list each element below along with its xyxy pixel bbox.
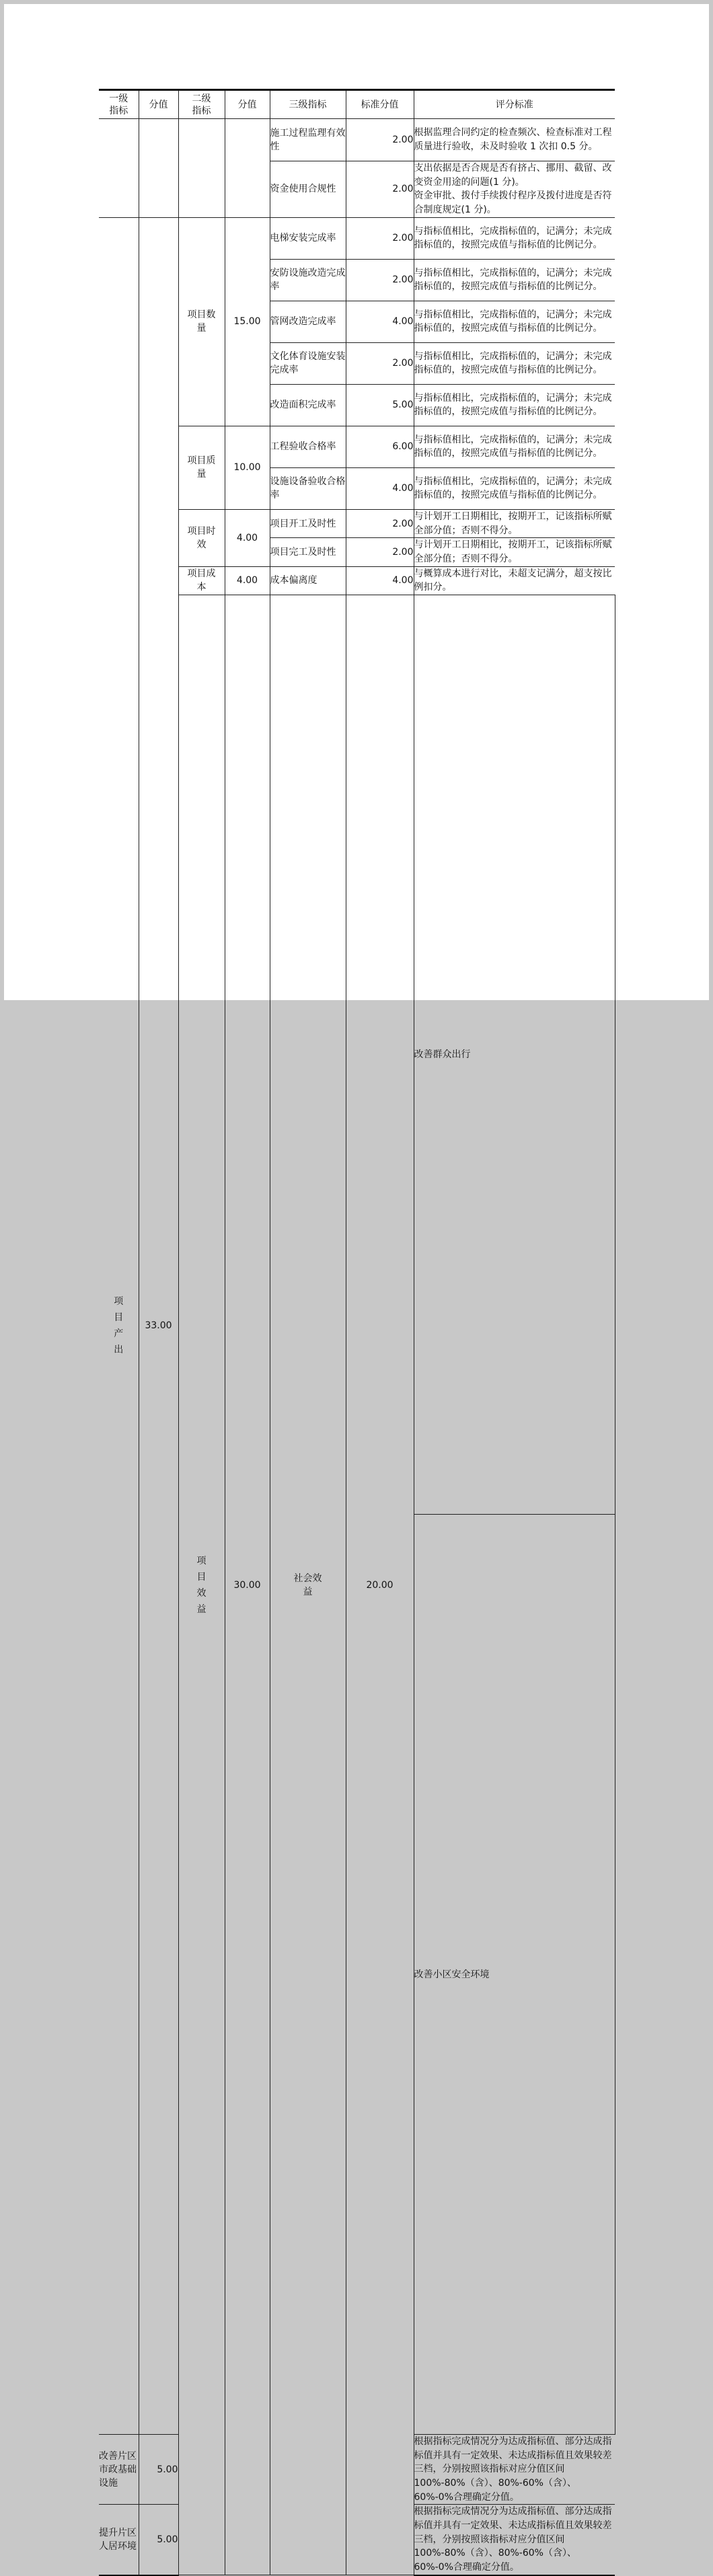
- level2-social-score: 20.00: [346, 595, 414, 2575]
- header-level2: 二级 指标: [178, 90, 225, 119]
- level2-timeliness-score: 4.00: [225, 509, 270, 566]
- indicator-name: 成本偏离度: [270, 566, 346, 595]
- scoring-criteria: 与概算成本进行对比，未超支记满分，超支按比例扣分。: [414, 566, 615, 595]
- standard-score: 2.00: [346, 509, 414, 537]
- standard-score: 4.00: [346, 301, 414, 342]
- level1-effect-score: 30.00: [225, 595, 270, 2575]
- header-score2: 分值: [225, 90, 270, 119]
- scoring-criteria: 支出依据是否合规是否有挤占、挪用、截留、改变资金用途的问题(1 分)。 资金审批、拨付手续拨付程序及拨付进度是否符合制度规定(1 分)。: [414, 161, 615, 218]
- indicator-name: 项目开工及时性: [270, 509, 346, 537]
- level2-cost: 项目成 本: [178, 566, 225, 595]
- indicator-name: 电梯安装完成率: [270, 217, 346, 259]
- indicator-name: 改善片区市政基础设施: [99, 2434, 139, 2505]
- level2-cost-score: 4.00: [225, 566, 270, 595]
- standard-score: 2.00: [346, 259, 414, 301]
- level2-quantity: 项目数 量: [178, 217, 225, 426]
- indicator-name: 改善群众出行: [414, 595, 615, 1515]
- indicator-name: 设施设备验收合格率: [270, 467, 346, 509]
- scoring-table: [99, 89, 615, 2576]
- table-row: [99, 119, 615, 161]
- indicator-name: 资金使用合规性: [270, 161, 346, 218]
- indicator-name: 管网改造完成率: [270, 301, 346, 342]
- standard-score: 5.00: [139, 2434, 178, 2505]
- standard-score: 2.00: [346, 119, 414, 161]
- indicator-name: 项目完工及时性: [270, 538, 346, 566]
- indicator-name: 改善小区安全环境: [414, 1515, 615, 2434]
- empty-cell: [225, 119, 270, 218]
- level1-output-score: 33.00: [139, 217, 178, 2434]
- level2-social: 社会效 益: [270, 595, 346, 2575]
- scoring-criteria: 根据监理合同约定的检查频次、检查标准对工程质量进行验收，未及时验收 1 次扣 0.5 分。: [414, 119, 615, 161]
- level2-timeliness: 项目时 效: [178, 509, 225, 566]
- scoring-criteria: 与指标值相比，完成指标值的，记满分；未完成指标值的，按照完成值与指标值的比例记分。: [414, 301, 615, 342]
- standard-score: 2.00: [346, 538, 414, 566]
- standard-score: 2.00: [346, 161, 414, 218]
- level2-quality-score: 10.00: [225, 426, 270, 509]
- empty-cell: [178, 119, 225, 218]
- scoring-criteria: 与指标值相比，完成指标值的，记满分；未完成指标值的，按照完成值与指标值的比例记分。: [414, 259, 615, 301]
- header-criteria: 评分标准: [414, 90, 615, 119]
- empty-cell: [99, 119, 139, 218]
- empty-cell: [139, 119, 178, 218]
- scoring-criteria: 与计划开工日期相比，按期开工，记该指标所赋全部分值；否则不得分。: [414, 509, 615, 537]
- indicator-name: 安防设施改造完成率: [270, 259, 346, 301]
- scoring-criteria: 根据指标完成情况分为达成指标值、部分达成指标值并具有一定效果、未达成指标值且效果较差三档，分别按照该指标对应分值区间 100%-80%（含）、80%-60%（含）、60%-0%合理确定分值。: [414, 2434, 615, 2505]
- scoring-criteria: 与指标值相比，完成指标值的，记满分；未完成指标值的，按照完成值与指标值的比例记分。: [414, 217, 615, 259]
- table-row: [99, 217, 615, 259]
- standard-score: 4.00: [346, 467, 414, 509]
- header-std-score: 标准分值: [346, 90, 414, 119]
- scoring-criteria: 与计划开工日期相比，按期开工，记该指标所赋全部分值；否则不得分。: [414, 538, 615, 566]
- level1-effect: 项 目 效 益: [178, 595, 225, 2575]
- level1-output: 项 目 产 出: [99, 217, 139, 2434]
- table-header-row: [99, 90, 615, 119]
- standard-score: 5.00: [139, 2505, 178, 2575]
- indicator-name: 文化体育设施安装完成率: [270, 342, 346, 384]
- scoring-criteria: 与指标值相比，完成指标值的，记满分；未完成指标值的，按照完成值与指标值的比例记分。: [414, 384, 615, 426]
- level2-quality: 项目质 量: [178, 426, 225, 509]
- standard-score: 4.00: [346, 566, 414, 595]
- scoring-criteria: 与指标值相比，完成指标值的，记满分；未完成指标值的，按照完成值与指标值的比例记分。: [414, 342, 615, 384]
- scoring-criteria: 与指标值相比，完成指标值的，记满分；未完成指标值的，按照完成值与指标值的比例记分。: [414, 426, 615, 467]
- indicator-name: 改造面积完成率: [270, 384, 346, 426]
- indicator-name: 工程验收合格率: [270, 426, 346, 467]
- indicator-name: 提升片区人居环境: [99, 2505, 139, 2575]
- standard-score: 2.00: [346, 217, 414, 259]
- scoring-criteria: 根据指标完成情况分为达成指标值、部分达成指标值并具有一定效果、未达成指标值且效果较差三档，分别按照该指标对应分值区间 100%-80%（含）、80%-60%（含）、60%-0%合理确定分值。: [414, 2505, 615, 2575]
- standard-score: 5.00: [346, 384, 414, 426]
- standard-score: 2.00: [346, 342, 414, 384]
- level2-quantity-score: 15.00: [225, 217, 270, 426]
- document-page: [4, 4, 709, 2573]
- indicator-name: 施工过程监理有效性: [270, 119, 346, 161]
- header-level1: 一级 指标: [99, 90, 139, 119]
- scoring-criteria: 与指标值相比，完成指标值的，记满分；未完成指标值的，按照完成值与指标值的比例记分。: [414, 467, 615, 509]
- standard-score: 6.00: [346, 426, 414, 467]
- header-score1: 分值: [139, 90, 178, 119]
- header-level3: 三级指标: [270, 90, 346, 119]
